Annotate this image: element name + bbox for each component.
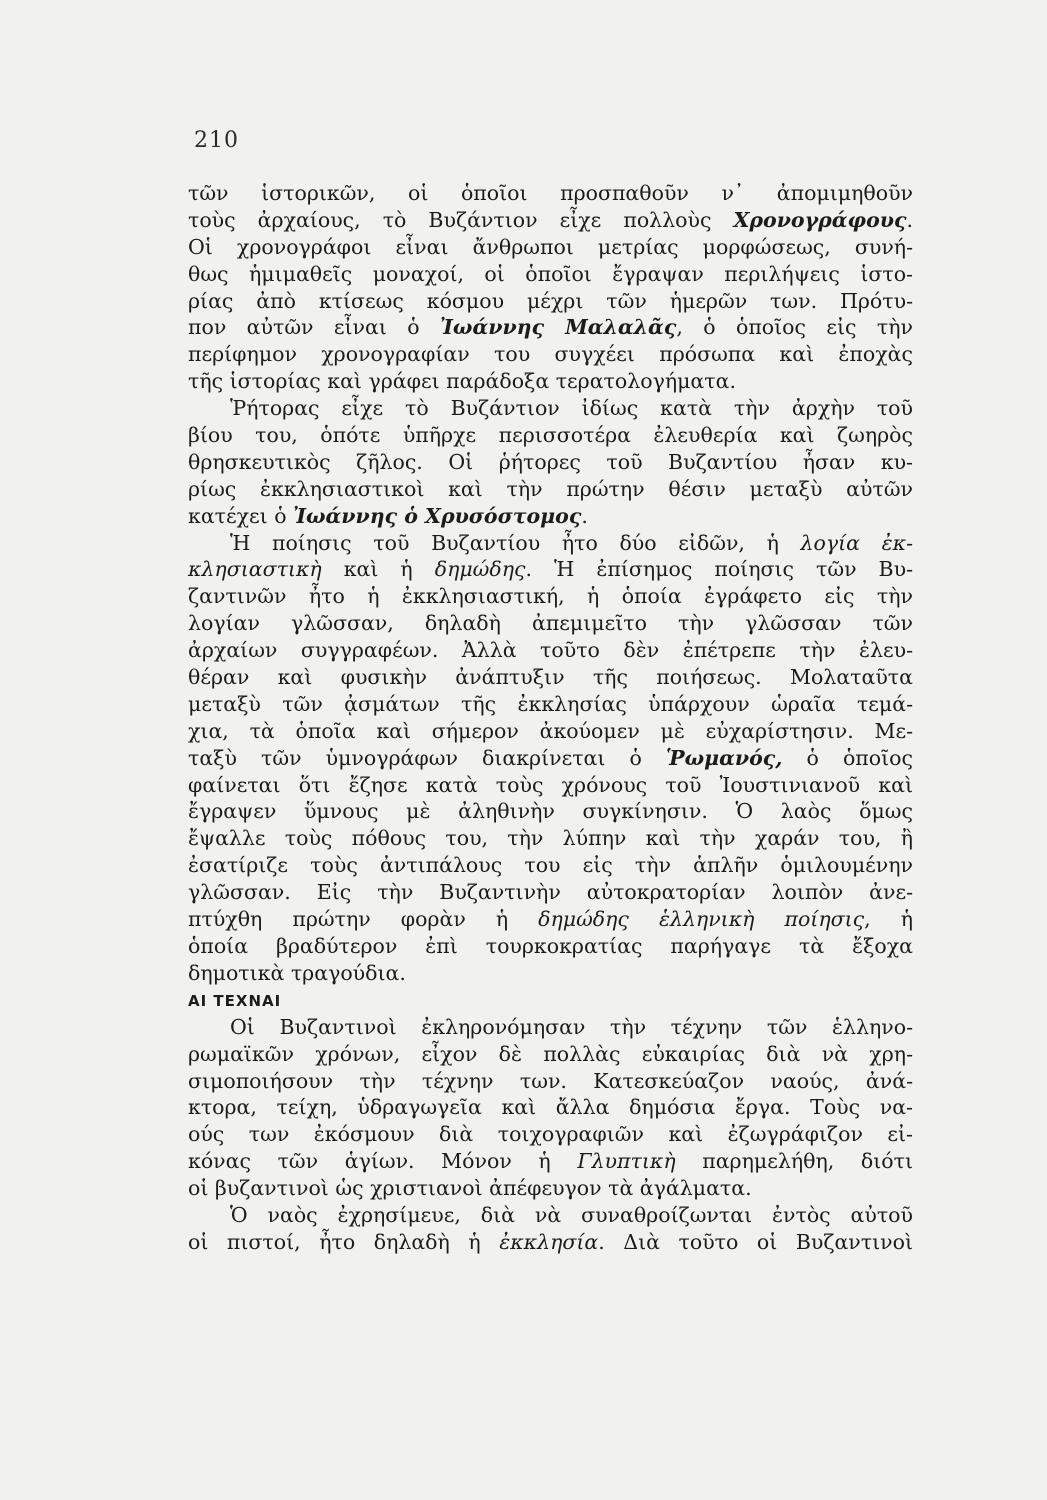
text-span: . (906, 207, 913, 232)
emphasized-text: κλησιαστικὴ (188, 557, 322, 582)
text-line (188, 503, 913, 530)
text-span: πτύχθη πρώτην φορὰν ἡ (188, 907, 539, 932)
text-line (188, 368, 913, 395)
text-span: Οἱ χρονογράφοι εἶναι ἄνθρωποι μετρίας μορφώσεως, συνή- (188, 234, 913, 259)
text-span: τῶν ἱστορικῶν, οἱ ὁποῖοι προσπαθοῦν ν᾿ ἀπομιμηθοῦν (188, 181, 913, 205)
emphasized-text: Γλυπτικὴ (577, 1149, 676, 1174)
text-span: ζαντινῶν ἦτο ἡ ἐκκλησιαστική, ἡ ὁποία ἐγράφετο εἰς τὴν (188, 584, 913, 609)
text-span: χια, τὰ ὁποῖα καὶ σήμερον ἀκούομεν μὲ εὐχαρίστησιν. Με- (188, 718, 913, 743)
text-line (188, 422, 913, 449)
text-span: τοὺς ἀρχαίους, τὸ Βυζάντιον εἶχε πολλοὺς (188, 207, 734, 232)
text-span: φαίνεται ὅτι ἔζησε κατὰ τοὺς χρόνους τοῦ Ἰουστινιανοῦ καὶ (188, 772, 913, 797)
text-span: ρωμαϊκῶν χρόνων, εἶχον δὲ πολλὰς εὐκαιρίας διὰ νὰ χρη- (188, 1041, 913, 1066)
emphasized-text: Ἰωάννης ὁ Χρυσόστομος (293, 503, 582, 528)
emphasized-text: Χρονογράφους (733, 207, 907, 232)
text-span: βίου του, ὁπότε ὑπῆρχε περισσοτέρα ἐλευθερία καὶ ζωηρὸς (188, 423, 913, 448)
emphasized-text: Ῥωμανός, (665, 745, 783, 770)
text-span: ὁ ὁποῖος (782, 745, 913, 770)
text-line (188, 718, 913, 745)
text-line (188, 1121, 913, 1148)
section-heading: ΑΙ ΤΕΧΝΑΙ (188, 991, 282, 1010)
text-line (188, 476, 913, 503)
text-span: ἀρχαίων συγγραφέων. Ἀλλὰ τοῦτο δὲν ἐπέτρεπε τὴν ἐλευ- (188, 638, 913, 663)
text-span: σιμοποιήσουν τὴν τέχνην των. Κατεσκεύαζον ναούς, ἀνά- (188, 1068, 913, 1093)
text-line (188, 180, 913, 207)
text-line (188, 530, 913, 557)
text-line (188, 556, 913, 583)
text-line (188, 1068, 913, 1095)
text-line (188, 1229, 913, 1256)
text-span: κόνας τῶν ἁγίων. Μόνον ἡ (188, 1149, 578, 1174)
text-span: Ὁ ναὸς ἐχρησίμευε, διὰ νὰ συναθροίζωνται ἐντὸς αὐτοῦ (230, 1202, 913, 1227)
emphasized-text: λογία ἐκ- (800, 530, 913, 555)
text-line (188, 395, 913, 422)
emphasized-text: δημώδης ἑλληνικὴ ποίησις (538, 907, 865, 932)
text-line (188, 825, 913, 852)
text-line (188, 1202, 913, 1229)
text-span: Οἱ Βυζαντινοὶ ἐκληρονόμησαν τὴν τέχνην τῶν ἑλληνο- (230, 1014, 913, 1039)
text-span: λογίαν γλῶσσαν, δηλαδὴ ἀπεμιμεῖτο τὴν γλῶσσαν τῶν (188, 611, 913, 636)
text-span: . Ἡ ἐπίσημος ποίησις τῶν Βυ- (525, 557, 913, 582)
text-line (188, 691, 913, 718)
text-line (188, 1094, 913, 1121)
text-line (188, 906, 913, 933)
text-line (188, 610, 913, 637)
text-span: ταξὺ τῶν ὑμνογράφων διακρίνεται ὁ (188, 745, 666, 770)
text-span: οἱ βυζαντινοὶ ὡς χριστιανοὶ ἀπέφευγον τὰ ἀγάλματα. (188, 1176, 752, 1201)
text-line (188, 852, 913, 879)
text-span: ἐσατίριζε τοὺς ἀντιπάλους του εἰς τὴν ἁπλῆν ὁμιλουμένην (188, 853, 913, 878)
text-line (188, 583, 913, 610)
text-line (188, 234, 913, 261)
text-span: περίφημον χρονογραφίαν του συγχέει πρόσωπα καὶ ἐποχὰς (188, 342, 913, 367)
text-line (188, 261, 913, 288)
text-span: . (581, 503, 588, 528)
body-text (188, 180, 913, 1256)
text-line (188, 637, 913, 664)
text-line (188, 1014, 913, 1041)
text-span: γλῶσσαν. Εἰς τὴν Βυζαντινὴν αὐτοκρατορίαν λοιπὸν ἀνε- (188, 880, 913, 905)
text-line (188, 314, 913, 341)
text-line (188, 1041, 913, 1068)
text-span: μεταξὺ τῶν ᾀσμάτων τῆς ἐκκλησίας ὑπάρχουν ὡραῖα τεμά- (188, 691, 913, 716)
text-span: θως ἡμιμαθεῖς μοναχοί, οἱ ὁποῖοι ἔγραψαν περιλήψεις ἱστο- (188, 261, 913, 286)
text-span: καὶ ἡ (321, 557, 435, 582)
text-line (188, 1175, 913, 1202)
text-line (188, 879, 913, 906)
text-line (188, 960, 913, 987)
text-line (188, 449, 913, 476)
text-span: οἱ πιστοί, ἦτο δηλαδὴ ἡ (188, 1229, 500, 1254)
text-span: θρησκευτικὸς ζῆλος. Οἱ ῥήτορες τοῦ Βυζαντίου ἦσαν κυ- (188, 449, 913, 474)
emphasized-text: δημώδης (434, 557, 526, 582)
text-line (188, 933, 913, 960)
text-span: πον αὐτῶν εἶναι ὁ (188, 315, 441, 340)
text-line (188, 207, 913, 234)
text-span: , ὁ ὁποῖος εἰς τὴν (676, 315, 914, 340)
text-span: κτορα, τείχη, ὑδραγωγεῖα καὶ ἄλλα δημόσια ἔργα. Τοὺς να- (188, 1095, 913, 1120)
text-span: κατέχει ὁ (188, 503, 294, 528)
text-span: τῆς ἱστορίας καὶ γράφει παράδοξα τερατολογήματα. (188, 369, 736, 394)
text-span: ἔγραψεν ὕμνους μὲ ἀληθινὴν συγκίνησιν. Ὁ λαὸς ὅμως (188, 799, 913, 824)
text-span: ρίως ἐκκλησιαστικοὶ καὶ τὴν πρώτην θέσιν μεταξὺ αὐτῶν (188, 476, 913, 501)
text-span: ὁποία βραδύτερον ἐπὶ τουρκοκρατίας παρήγαγε τὰ ἔξοχα (188, 933, 913, 958)
text-span: δημοτικὰ τραγούδια. (188, 960, 406, 985)
page-number: 210 (194, 128, 239, 153)
text-line (188, 341, 913, 368)
text-line (188, 288, 913, 315)
text-line (188, 745, 913, 772)
text-span: θέραν καὶ φυσικὴν ἀνάπτυξιν τῆς ποιήσεως. Μολαταῦτα (188, 665, 913, 690)
text-span: παρημελήθη, διότι (675, 1149, 913, 1174)
text-line (188, 664, 913, 691)
text-span: ούς των ἐκόσμουν διὰ τοιχογραφιῶν καὶ ἐζωγράφιζον εἰ- (188, 1122, 913, 1147)
text-span: , ἡ (864, 907, 913, 932)
text-span: ρίας ἀπὸ κτίσεως κόσμου μέχρι τῶν ἡμερῶν των. Πρότυ- (188, 288, 913, 313)
text-span: ἔψαλλε τοὺς πόθους του, τὴν λύπην καὶ τὴν χαράν του, ἢ (188, 826, 913, 851)
emphasized-text: Ἰωάννης Μαλαλᾶς (440, 315, 677, 340)
text-span: Ἡ ποίησις τοῦ Βυζαντίου ἦτο δύο εἰδῶν, ἡ (230, 530, 801, 555)
text-line (188, 1148, 913, 1175)
emphasized-text: ἐκκλησία (499, 1229, 599, 1254)
text-span: Ῥήτορας εἶχε τὸ Βυζάντιον ἰδίως κατὰ τὴν ἀρχὴν τοῦ (230, 396, 913, 421)
text-line (188, 772, 913, 799)
text-span: . Διὰ τοῦτο οἱ Βυζαντινοὶ (598, 1229, 913, 1254)
text-line (188, 798, 913, 825)
